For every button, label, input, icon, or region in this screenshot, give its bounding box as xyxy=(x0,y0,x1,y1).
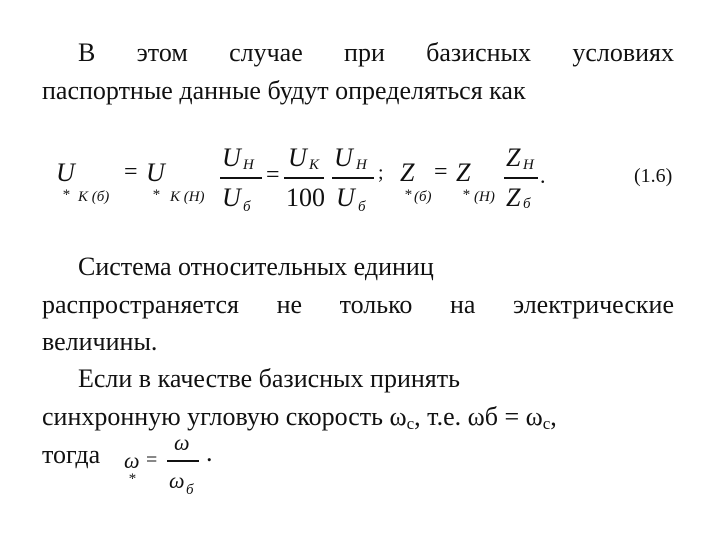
text: В этом случае при базисных условиях xyxy=(78,38,674,67)
math-sub-H: Н xyxy=(243,157,254,173)
math-U: U xyxy=(222,143,241,172)
math-star: * xyxy=(152,187,160,203)
text: синхронную угловую скорость ω xyxy=(42,402,407,431)
math-omega: ω xyxy=(174,430,190,455)
math-sub-b: б xyxy=(186,482,194,498)
math-sub-b: б xyxy=(523,196,531,212)
fraction-bar xyxy=(167,460,199,462)
text: Система относительных единиц xyxy=(78,252,434,281)
math-sub-b-paren: (б) xyxy=(414,189,432,205)
text: , т.е. ωб = ω xyxy=(414,402,543,431)
math-sub-n-paren: (Н) xyxy=(474,189,495,205)
math-sub-K: К xyxy=(309,157,319,173)
math-equals: = xyxy=(266,162,280,188)
math-period: . xyxy=(540,163,546,188)
math-U: U xyxy=(56,158,75,187)
math-U: U xyxy=(336,183,355,212)
text: Если в качестве базисных принять xyxy=(78,364,460,393)
subscript: с xyxy=(406,414,415,433)
equation-number: (1.6) xyxy=(634,165,673,187)
math-equals: = xyxy=(124,159,138,185)
math-star: * xyxy=(62,187,70,203)
math-star: * xyxy=(404,187,412,203)
math-Z: Z xyxy=(506,183,521,212)
math-equals: = xyxy=(146,449,158,471)
text: , xyxy=(550,402,557,431)
math-100: 100 xyxy=(286,183,325,212)
math-star: * xyxy=(128,471,136,487)
math-U: U xyxy=(222,183,241,212)
math-star: * xyxy=(462,187,470,203)
math-U: U xyxy=(288,143,307,172)
math-sub-H: Н xyxy=(356,157,367,173)
text: величины. xyxy=(42,327,158,356)
text: тогда xyxy=(42,440,101,469)
math-sub-b: б xyxy=(358,199,366,215)
math-omega: ω xyxy=(169,468,185,493)
subscript: с xyxy=(542,414,551,433)
math-sub-H: Н xyxy=(523,157,534,173)
math-equals: = xyxy=(434,159,448,185)
math-sub-kn: К (Н) xyxy=(170,189,205,205)
math-Z: Z xyxy=(456,158,471,187)
text: распространяется не только на электрические xyxy=(42,290,674,319)
math-Z: Z xyxy=(400,158,415,187)
math-sub-kb: К (б) xyxy=(78,189,110,205)
math-omega: ω xyxy=(124,448,140,473)
math-period: . xyxy=(206,438,213,467)
math-sub-b: б xyxy=(243,199,251,215)
text: паспортные данные будут определяться как xyxy=(42,76,526,105)
math-U: U xyxy=(146,158,165,187)
math-U: U xyxy=(334,143,353,172)
math-Z: Z xyxy=(506,143,521,172)
math-semicolon: ; xyxy=(378,162,384,184)
